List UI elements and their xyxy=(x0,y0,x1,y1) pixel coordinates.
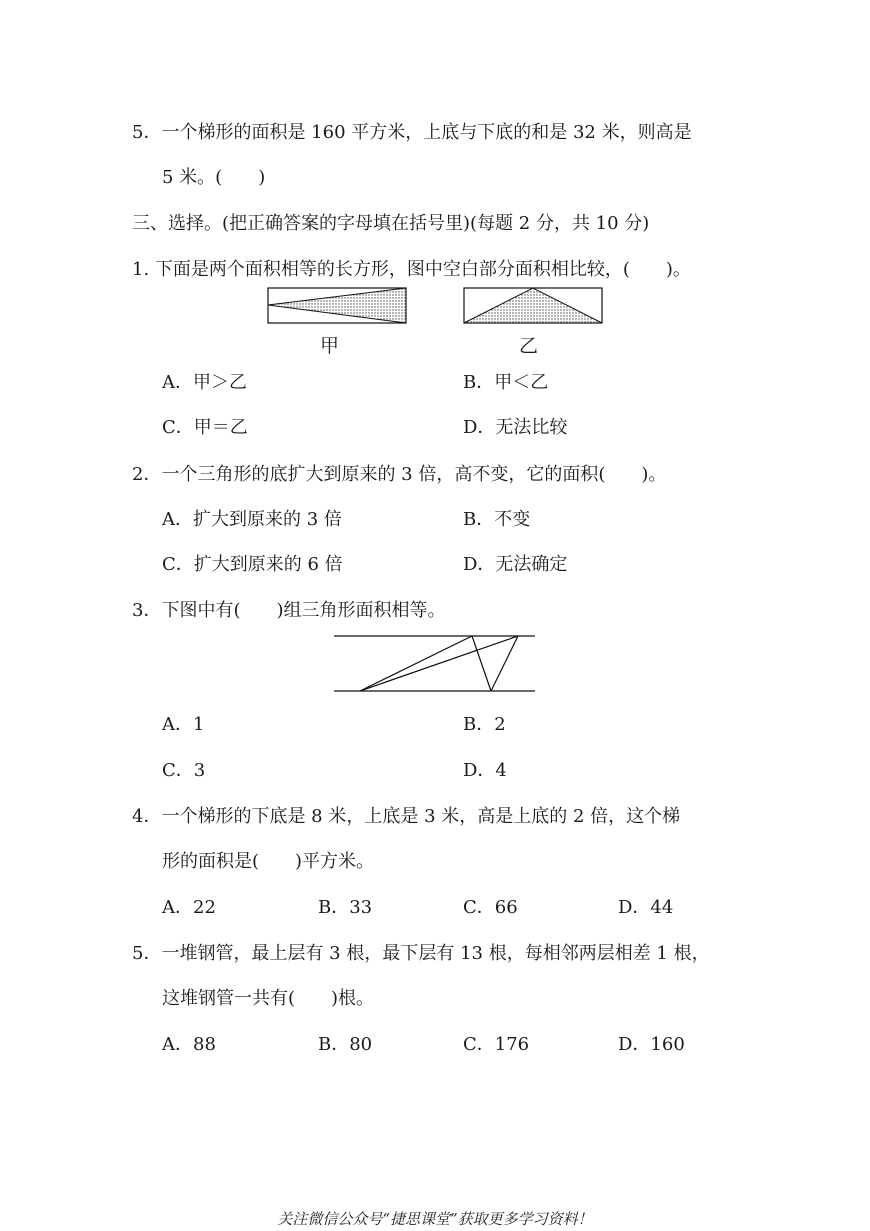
q3-option-c[interactable]: C．3 xyxy=(162,760,206,781)
q4-line1: 4．一个梯形的下底是 8 米，上底是 3 米，高是上底的 2 倍，这个梯 xyxy=(132,806,681,827)
q4-option-d[interactable]: D．44 xyxy=(618,897,674,918)
q3-figure xyxy=(330,630,540,695)
q1-text: 1. 下面是两个面积相等的长方形，图中空白部分面积相比较，( )。 xyxy=(132,259,691,280)
prev-q5-line1: 5．一个梯形的面积是 160 平方米，上底与下底的和是 32 米，则高是 xyxy=(132,122,692,143)
q3-option-d[interactable]: D．4 xyxy=(463,760,507,781)
q1-option-c[interactable]: C．甲＝乙 xyxy=(162,417,248,438)
q1-option-a[interactable]: A．甲＞乙 xyxy=(162,372,247,393)
footer-note: 关注微信公众号“捷思课堂”获取更多学习资料！ xyxy=(277,1210,593,1228)
q5-option-c[interactable]: C．176 xyxy=(463,1034,530,1055)
q3-text: 3．下图中有( )组三角形面积相等。 xyxy=(132,600,446,621)
q2-option-a[interactable]: A．扩大到原来的 3 倍 xyxy=(162,509,342,530)
rect-yi xyxy=(464,288,602,323)
q5-line2: 这堆钢管一共有( )根。 xyxy=(162,988,375,1009)
q3-option-b[interactable]: B．2 xyxy=(463,714,506,735)
q1-option-d[interactable]: D．无法比较 xyxy=(463,417,568,438)
q5-line1: 5．一堆钢管，最上层有 3 根，最下层有 13 根，每相邻两层相差 1 根， xyxy=(132,943,710,964)
q4-option-a[interactable]: A．22 xyxy=(162,897,216,918)
q5-option-d[interactable]: D．160 xyxy=(618,1034,685,1055)
q3-option-a[interactable]: A．1 xyxy=(162,714,205,735)
q4-option-b[interactable]: B．33 xyxy=(318,897,373,918)
q4-option-c[interactable]: C．66 xyxy=(463,897,518,918)
q5-option-b[interactable]: B．80 xyxy=(318,1034,373,1055)
q2-option-c[interactable]: C．扩大到原来的 6 倍 xyxy=(162,554,343,575)
q5-option-a[interactable]: A．88 xyxy=(162,1034,216,1055)
prev-q5-line2: 5 米。( ) xyxy=(162,167,266,188)
rect-jia xyxy=(268,288,406,323)
section3-heading: 三、选择。(把正确答案的字母填在括号里)(每题 2 分，共 10 分) xyxy=(132,213,650,234)
q2-option-d[interactable]: D．无法确定 xyxy=(463,554,568,575)
q1-figure xyxy=(260,282,610,332)
fig-label-jia: 甲 xyxy=(320,335,340,357)
q2-text: 2．一个三角形的底扩大到原来的 3 倍，高不变，它的面积( )。 xyxy=(132,464,667,485)
fig-label-yi: 乙 xyxy=(519,335,539,357)
q1-option-b[interactable]: B．甲＜乙 xyxy=(463,372,549,393)
q4-line2: 形的面积是( )平方米。 xyxy=(162,851,375,872)
q2-option-b[interactable]: B．不变 xyxy=(463,509,531,530)
